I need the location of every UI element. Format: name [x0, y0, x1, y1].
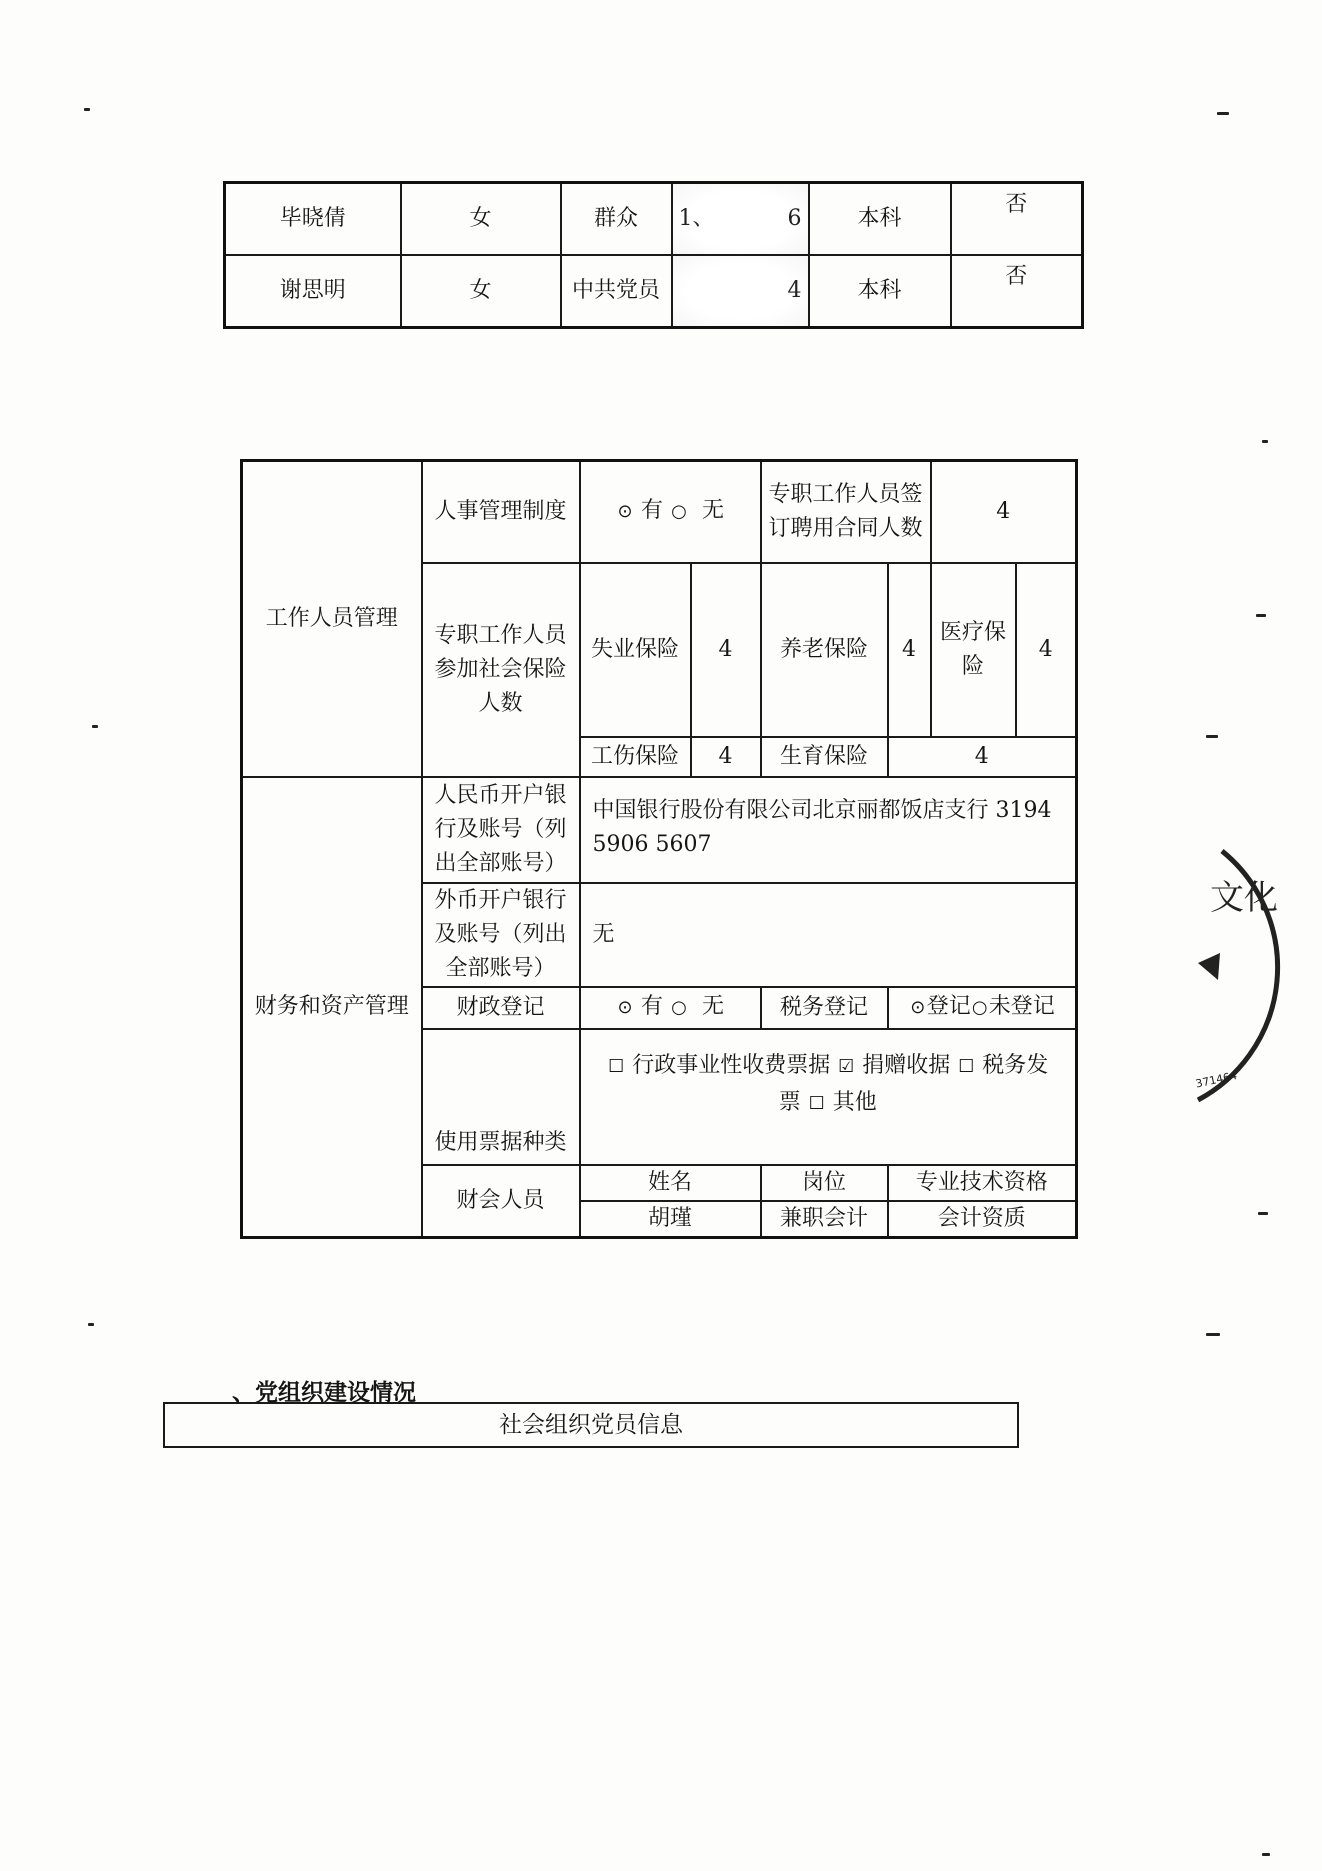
staff-political: 中共党员	[561, 255, 672, 328]
radio-empty-icon: ○	[671, 501, 687, 523]
personnel-section-label: 工作人员管理	[242, 461, 422, 777]
table-row	[225, 255, 1083, 328]
unemployment-count: 4	[691, 563, 761, 737]
checkbox-empty-icon: ☐	[808, 1092, 825, 1114]
injury-count: 4	[691, 737, 761, 777]
option-registered-label: 登记	[926, 994, 971, 1019]
radio-checked-icon: ⊙	[910, 997, 926, 1018]
insurance-label: 专职工作人员参加社会保险人数	[422, 563, 580, 777]
staff-id-end: 6	[787, 206, 802, 231]
staff-name: 毕晓倩	[225, 183, 401, 256]
rmb-account-value: 中国银行股份有限公司北京丽都饭店支行 3194 5906 5607	[580, 777, 1077, 883]
receipt-label: 使用票据种类	[422, 1029, 580, 1165]
radio-checked-icon: ⊙	[617, 997, 633, 1018]
unemployment-label: 失业保险	[580, 563, 691, 737]
checkbox-empty-icon: ☐	[608, 1055, 625, 1077]
injury-label: 工伤保险	[580, 737, 691, 777]
fiscal-label: 财政登记	[422, 987, 580, 1029]
receipt-options	[580, 1029, 1077, 1165]
scan-speck	[1206, 1333, 1220, 1336]
option-no-label: 无	[702, 994, 725, 1019]
scan-speck	[88, 1323, 94, 1326]
checkbox-checked-icon: ☑	[838, 1055, 855, 1077]
scan-speck	[92, 725, 98, 728]
scan-speck	[1206, 735, 1218, 738]
stamp-text-top: 文化	[1210, 878, 1278, 918]
radio-checked-icon: ⊙	[617, 501, 633, 523]
receipt-option-label: 票	[778, 1089, 801, 1115]
staff-id-end: 4	[787, 278, 802, 303]
tax-label: 税务登记	[761, 987, 888, 1029]
receipt-option-label: 捐赠收据	[862, 1052, 951, 1078]
scan-speck	[1262, 1853, 1270, 1856]
tax-options	[888, 987, 1077, 1029]
personnel-system-label: 人事管理制度	[422, 461, 580, 563]
section-heading: 、党组织建设情况	[232, 1380, 416, 1406]
staff-name: 谢思明	[225, 255, 401, 328]
scan-speck	[1258, 1212, 1268, 1215]
staff-education: 本科	[809, 255, 951, 328]
option-yes-label: 有	[640, 994, 663, 1019]
accountant-name: 胡瑾	[580, 1201, 761, 1238]
pension-label: 养老保险	[761, 563, 888, 737]
staff-id-redacted	[672, 255, 809, 328]
staff-political: 群众	[561, 183, 672, 256]
acc-header-qual: 专业技术资格	[888, 1165, 1077, 1201]
fx-account-label: 外币开户银行及账号（列出全部账号）	[422, 883, 580, 987]
staff-gender: 女	[401, 183, 561, 256]
staff-id-start: 1、	[678, 206, 715, 231]
personnel-system-options	[580, 461, 761, 563]
staff-id-redacted	[672, 183, 809, 256]
option-no-label: 无	[702, 498, 725, 524]
scan-speck	[1217, 112, 1229, 115]
rmb-account-label: 人民币开户银行及账号（列出全部账号）	[422, 777, 580, 883]
staff-education: 本科	[809, 183, 951, 256]
acc-header-post: 岗位	[761, 1165, 888, 1201]
radio-empty-icon: ○	[971, 997, 988, 1018]
scan-speck	[1262, 440, 1268, 443]
radio-empty-icon: ○	[671, 997, 687, 1018]
scan-speck	[84, 108, 90, 111]
fx-account-value: 无	[580, 883, 1077, 987]
table-row	[225, 183, 1083, 256]
acc-header-name: 姓名	[580, 1165, 761, 1201]
party-info-box: 社会组织党员信息	[163, 1402, 1019, 1448]
option-yes-label: 有	[640, 498, 663, 524]
medical-count: 4	[1016, 563, 1077, 737]
pension-count: 4	[888, 563, 931, 737]
accountant-label: 财会人员	[422, 1165, 580, 1238]
scan-speck	[1256, 614, 1266, 617]
checkbox-empty-icon: ☐	[958, 1055, 975, 1077]
fiscal-options	[580, 987, 761, 1029]
accountant-post: 兼职会计	[761, 1201, 888, 1238]
stamp-fragment	[1188, 845, 1322, 1115]
staff-flag: 否	[951, 183, 1083, 256]
table-row	[242, 777, 1077, 883]
staff-flag: 否	[951, 255, 1083, 328]
accountant-qual: 会计资质	[888, 1201, 1077, 1238]
receipt-option-label: 行政事业性收费票据	[632, 1052, 831, 1078]
contract-label: 专职工作人员签订聘用合同人数	[761, 461, 931, 563]
medical-label: 医疗保险	[931, 563, 1016, 737]
maternity-count: 4	[888, 737, 1077, 777]
finance-section-label: 财务和资产管理	[242, 777, 422, 1238]
receipt-option-label: 其他	[832, 1089, 877, 1115]
table-row	[242, 461, 1077, 563]
management-table	[240, 459, 1078, 1239]
contract-count: 4	[931, 461, 1077, 563]
staff-gender: 女	[401, 255, 561, 328]
option-unregistered-label: 未登记	[988, 994, 1055, 1019]
receipt-option-label: 税务发	[982, 1052, 1049, 1078]
stamp-text-bottom: 371464	[1194, 1069, 1239, 1091]
maternity-label: 生育保险	[761, 737, 888, 777]
stamp-ring-icon	[1188, 845, 1322, 1115]
staff-table	[223, 181, 1084, 329]
